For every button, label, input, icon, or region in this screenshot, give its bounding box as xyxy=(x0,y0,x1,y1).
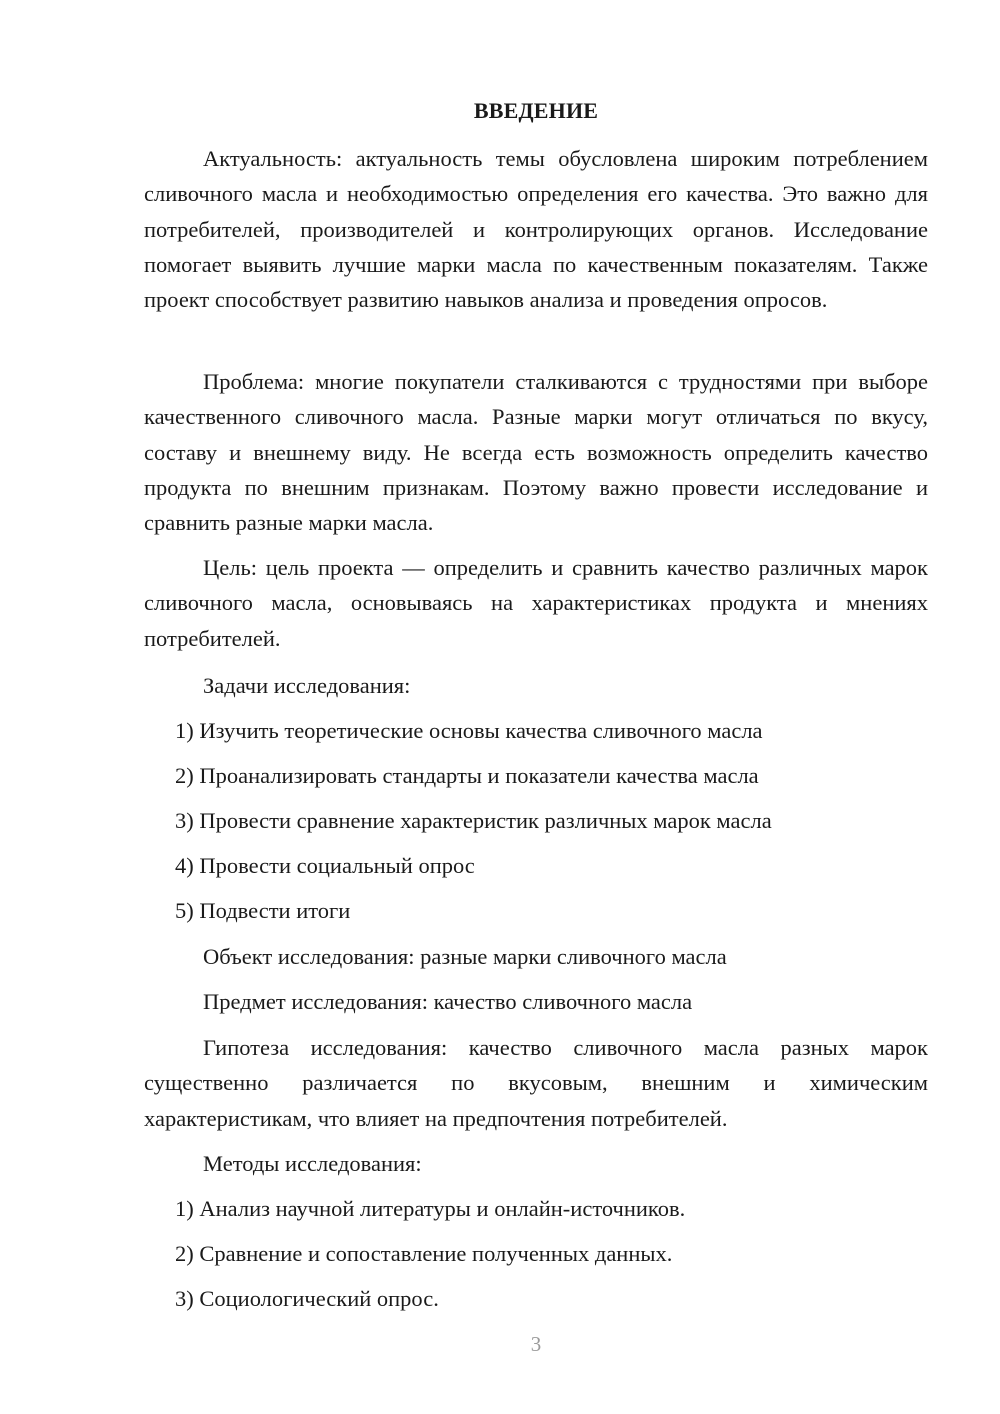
research-subject: Предмет исследования: качество сливочного масла xyxy=(203,989,693,1014)
task-item-4: 4) Провести социальный опрос xyxy=(175,853,475,878)
methods-title: Методы исследования: xyxy=(203,1151,422,1176)
method-item-2: 2) Сравнение и сопоставление полученных данных. xyxy=(175,1241,673,1266)
research-object: Объект исследования: разные марки сливочного масла xyxy=(203,944,727,969)
problem-paragraph: Проблема: многие покупатели сталкиваются с трудностями при выборе качественного сливочного масла. Разные марки могут отличаться по вкусу, составу и внешнему виду. Не всегда есть возможность определить качество продукта по внешним признакам. Поэтому важно провести исследование и сравнить разные марки масла. xyxy=(144,369,928,536)
method-item-1: 1) Анализ научной литературы и онлайн-источников. xyxy=(175,1196,686,1221)
task-item-1: 1) Изучить теоретические основы качества сливочного масла xyxy=(175,718,763,743)
section-heading: ВВЕДЕНИЕ xyxy=(473,98,599,123)
document-page xyxy=(144,0,928,1414)
method-item-3: 3) Социологический опрос. xyxy=(175,1286,439,1311)
task-item-2: 2) Проанализировать стандарты и показатели качества масла xyxy=(175,763,759,788)
task-item-5: 5) Подвести итоги xyxy=(175,898,351,923)
hypothesis-paragraph: Гипотеза исследования: качество сливочного масла разных марок существенно различается по вкусовым, внешним и химическим характеристикам, что влияет на предпочтения потребителей. xyxy=(144,1035,928,1131)
relevance-paragraph: Актуальность: актуальность темы обусловлена широким потреблением сливочного масла и необходимостью определения его качества. Это важно для потребителей, производителей и контролирующих органов. Исследование помогает выявить лучшие марки масла по качественным показателям. Также проект способствует развитию навыков анализа и проведения опросов. xyxy=(144,146,928,313)
task-item-3: 3) Провести сравнение характеристик различных марок масла xyxy=(175,808,772,833)
goal-paragraph: Цель: цель проекта — определить и сравнить качество различных марок сливочного масла, основываясь на характеристиках продукта и мнениях потребителей. xyxy=(144,555,928,651)
page-number: 3 xyxy=(530,1332,542,1356)
tasks-title: Задачи исследования: xyxy=(203,673,411,698)
